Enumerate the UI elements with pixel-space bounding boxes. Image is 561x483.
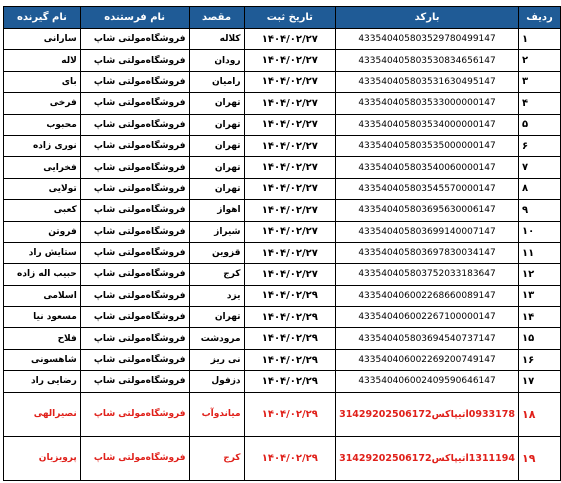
receiver-name-cell: فرخی [4, 93, 81, 114]
barcode-cell: 433540405803695630006147 [336, 200, 519, 221]
table-row [4, 307, 561, 328]
barcode-cell: 433540405803533000000147 [336, 93, 519, 114]
receiver-name-cell: مسعود نیا [4, 307, 81, 328]
sender-name-cell: فروشگاه‌مولتی شاپ [80, 242, 189, 263]
receiver-name-cell: حبیب اله زاده [4, 264, 81, 285]
table-row [4, 71, 561, 92]
registration-date-cell: ۱۴۰۴/۰۲/۲۹ [244, 307, 336, 328]
row-number-cell: ۵ [519, 114, 561, 135]
receiver-name-cell: اسلامی [4, 285, 81, 306]
barcode-cell: 433540405803699140007147 [336, 221, 519, 242]
header-date: تاریخ ثبت [244, 7, 336, 29]
row-number-cell: ۱۸ [519, 392, 561, 436]
header-barcode: بارکد [336, 7, 519, 29]
sender-name-cell: فروشگاه‌مولتی شاپ [80, 285, 189, 306]
destination-cell: کرج [189, 264, 244, 285]
header-destination: مقصد [189, 7, 244, 29]
row-number-cell: ۱۷ [519, 371, 561, 392]
row-number-cell: ۱۵ [519, 328, 561, 349]
table-row [4, 349, 561, 370]
registration-date-cell: ۱۴۰۴/۰۲/۲۷ [244, 29, 336, 50]
destination-cell: یزد [189, 285, 244, 306]
header-sender: نام فرستنده [80, 7, 189, 29]
destination-cell: دزفول [189, 371, 244, 392]
registration-date-cell: ۱۴۰۴/۰۲/۲۷ [244, 114, 336, 135]
row-number-cell: ۲ [519, 50, 561, 71]
receiver-name-cell: لاله [4, 50, 81, 71]
sender-name-cell: فروشگاه‌مولتی شاپ [80, 178, 189, 199]
destination-cell: اهواز [189, 200, 244, 221]
registration-date-cell: ۱۴۰۴/۰۲/۲۷ [244, 200, 336, 221]
destination-cell: رودان [189, 50, 244, 71]
row-number-cell: ۷ [519, 157, 561, 178]
table-row [4, 242, 561, 263]
registration-date-cell: ۱۴۰۴/۰۲/۲۷ [244, 242, 336, 263]
barcode-cell: 433540405803540060000147 [336, 157, 519, 178]
barcode-cell: 433540405803697830034147 [336, 242, 519, 263]
table-row [4, 285, 561, 306]
table-row [4, 371, 561, 392]
row-number-cell: ۶ [519, 135, 561, 156]
receiver-name-cell: سارانی [4, 29, 81, 50]
table-row [4, 157, 561, 178]
table-row [4, 178, 561, 199]
sender-name-cell: فروشگاه‌مولتی شاپ [80, 114, 189, 135]
sender-name-cell: فروشگاه‌مولتی شاپ [80, 200, 189, 221]
table-row [4, 221, 561, 242]
sender-name-cell: فروشگاه‌مولتی شاپ [80, 157, 189, 178]
registration-date-cell: ۱۴۰۴/۰۲/۲۹ [244, 392, 336, 436]
sender-name-cell: فروشگاه‌مولتی شاپ [80, 328, 189, 349]
row-number-cell: ۳ [519, 71, 561, 92]
destination-cell: کلاله [189, 29, 244, 50]
table-row [4, 29, 561, 50]
destination-cell: نی ریز [189, 349, 244, 370]
receiver-name-cell: تولایی [4, 178, 81, 199]
table-row [4, 264, 561, 285]
barcode-cell: 433540405803694540737147 [336, 328, 519, 349]
destination-cell: کرج [189, 436, 244, 480]
destination-cell: میاندوآب [189, 392, 244, 436]
sender-name-cell: فروشگاه‌مولتی شاپ [80, 307, 189, 328]
table-body [4, 29, 561, 481]
receiver-name-cell: ستایش راد [4, 242, 81, 263]
barcode-cell: 433540405803530834656147 [336, 50, 519, 71]
row-number-cell: ۹ [519, 200, 561, 221]
registration-date-cell: ۱۴۰۴/۰۲/۲۹ [244, 349, 336, 370]
row-number-cell: ۱۶ [519, 349, 561, 370]
registration-date-cell: ۱۴۰۴/۰۲/۲۷ [244, 178, 336, 199]
header-row-number: ردیف [519, 7, 561, 29]
sender-name-cell: فروشگاه‌مولتی شاپ [80, 221, 189, 242]
row-number-cell: ۸ [519, 178, 561, 199]
table-row [4, 328, 561, 349]
barcode-cell: 433540405803752033183647 [336, 264, 519, 285]
registration-date-cell: ۱۴۰۴/۰۲/۲۷ [244, 93, 336, 114]
receiver-name-cell: محبوب [4, 114, 81, 135]
sender-name-cell: فروشگاه‌مولتی شاپ [80, 50, 189, 71]
destination-cell: تهران [189, 178, 244, 199]
destination-cell: رامیان [189, 71, 244, 92]
registration-date-cell: ۱۴۰۴/۰۲/۲۷ [244, 264, 336, 285]
destination-cell: تهران [189, 307, 244, 328]
table-row [4, 135, 561, 156]
table-row [4, 93, 561, 114]
row-number-cell: ۱۳ [519, 285, 561, 306]
row-number-cell: ۱۴ [519, 307, 561, 328]
destination-cell: شیراز [189, 221, 244, 242]
destination-cell: تهران [189, 93, 244, 114]
barcode-cell: 433540406002268660089147 [336, 285, 519, 306]
barcode-cell: 433540406002409590646147 [336, 371, 519, 392]
destination-cell: تهران [189, 135, 244, 156]
row-number-cell: ۴ [519, 93, 561, 114]
destination-cell: تهران [189, 114, 244, 135]
barcode-cell: 433540406002267100000147 [336, 307, 519, 328]
destination-cell: تهران [189, 157, 244, 178]
table-row [4, 436, 561, 480]
row-number-cell: ۱ [519, 29, 561, 50]
sender-name-cell: فروشگاه‌مولتی شاپ [80, 93, 189, 114]
sender-name-cell: فروشگاه‌مولتی شاپ [80, 29, 189, 50]
registration-date-cell: ۱۴۰۴/۰۲/۲۷ [244, 157, 336, 178]
receiver-name-cell: فخرایی [4, 157, 81, 178]
barcode-cell: 433540405803535000000147 [336, 135, 519, 156]
registration-date-cell: ۱۴۰۴/۰۲/۲۷ [244, 135, 336, 156]
shipments-table [3, 6, 561, 481]
receiver-name-cell: فروتن [4, 221, 81, 242]
sender-name-cell: فروشگاه‌مولتی شاپ [80, 71, 189, 92]
registration-date-cell: ۱۴۰۴/۰۲/۲۷ [244, 221, 336, 242]
barcode-cell: 433540405803545570000147 [336, 178, 519, 199]
destination-cell: قزوین [189, 242, 244, 263]
barcode-cell: 433540406002269200749147 [336, 349, 519, 370]
barcode-cell: 433540405803529780499147 [336, 29, 519, 50]
row-number-cell: ۱۰ [519, 221, 561, 242]
table-row [4, 114, 561, 135]
row-number-cell: ۱۱ [519, 242, 561, 263]
receiver-name-cell: رضایی راد [4, 371, 81, 392]
sender-name-cell: فروشگاه‌مولتی شاپ [80, 135, 189, 156]
barcode-cell: 433540405803534000000147 [336, 114, 519, 135]
row-number-cell: ۱۹ [519, 436, 561, 480]
registration-date-cell: ۱۴۰۴/۰۲/۲۷ [244, 71, 336, 92]
barcode-cell: تیپاکس31429202506172l1311194 [336, 436, 519, 480]
registration-date-cell: ۱۴۰۴/۰۲/۲۹ [244, 328, 336, 349]
sender-name-cell: فروشگاه‌مولتی شاپ [80, 392, 189, 436]
table-row [4, 50, 561, 71]
receiver-name-cell: کعبی [4, 200, 81, 221]
table-row [4, 200, 561, 221]
sender-name-cell: فروشگاه‌مولتی شاپ [80, 264, 189, 285]
registration-date-cell: ۱۴۰۴/۰۲/۲۹ [244, 285, 336, 306]
table-row [4, 392, 561, 436]
receiver-name-cell: شاهسونی [4, 349, 81, 370]
receiver-name-cell: نصیرالهی [4, 392, 81, 436]
header-row [4, 7, 561, 29]
barcode-cell: 433540405803531630495147 [336, 71, 519, 92]
sender-name-cell: فروشگاه‌مولتی شاپ [80, 436, 189, 480]
receiver-name-cell: بای [4, 71, 81, 92]
receiver-name-cell: پرویزیان [4, 436, 81, 480]
receiver-name-cell: فلاح [4, 328, 81, 349]
registration-date-cell: ۱۴۰۴/۰۲/۲۹ [244, 436, 336, 480]
barcode-cell: تیپاکس31429202506172l0933178 [336, 392, 519, 436]
sender-name-cell: فروشگاه‌مولتی شاپ [80, 349, 189, 370]
header-receiver: نام گیرنده [4, 7, 81, 29]
row-number-cell: ۱۲ [519, 264, 561, 285]
destination-cell: مرودشت [189, 328, 244, 349]
receiver-name-cell: نوری زاده [4, 135, 81, 156]
registration-date-cell: ۱۴۰۴/۰۲/۲۷ [244, 50, 336, 71]
registration-date-cell: ۱۴۰۴/۰۲/۲۹ [244, 371, 336, 392]
sender-name-cell: فروشگاه‌مولتی شاپ [80, 371, 189, 392]
